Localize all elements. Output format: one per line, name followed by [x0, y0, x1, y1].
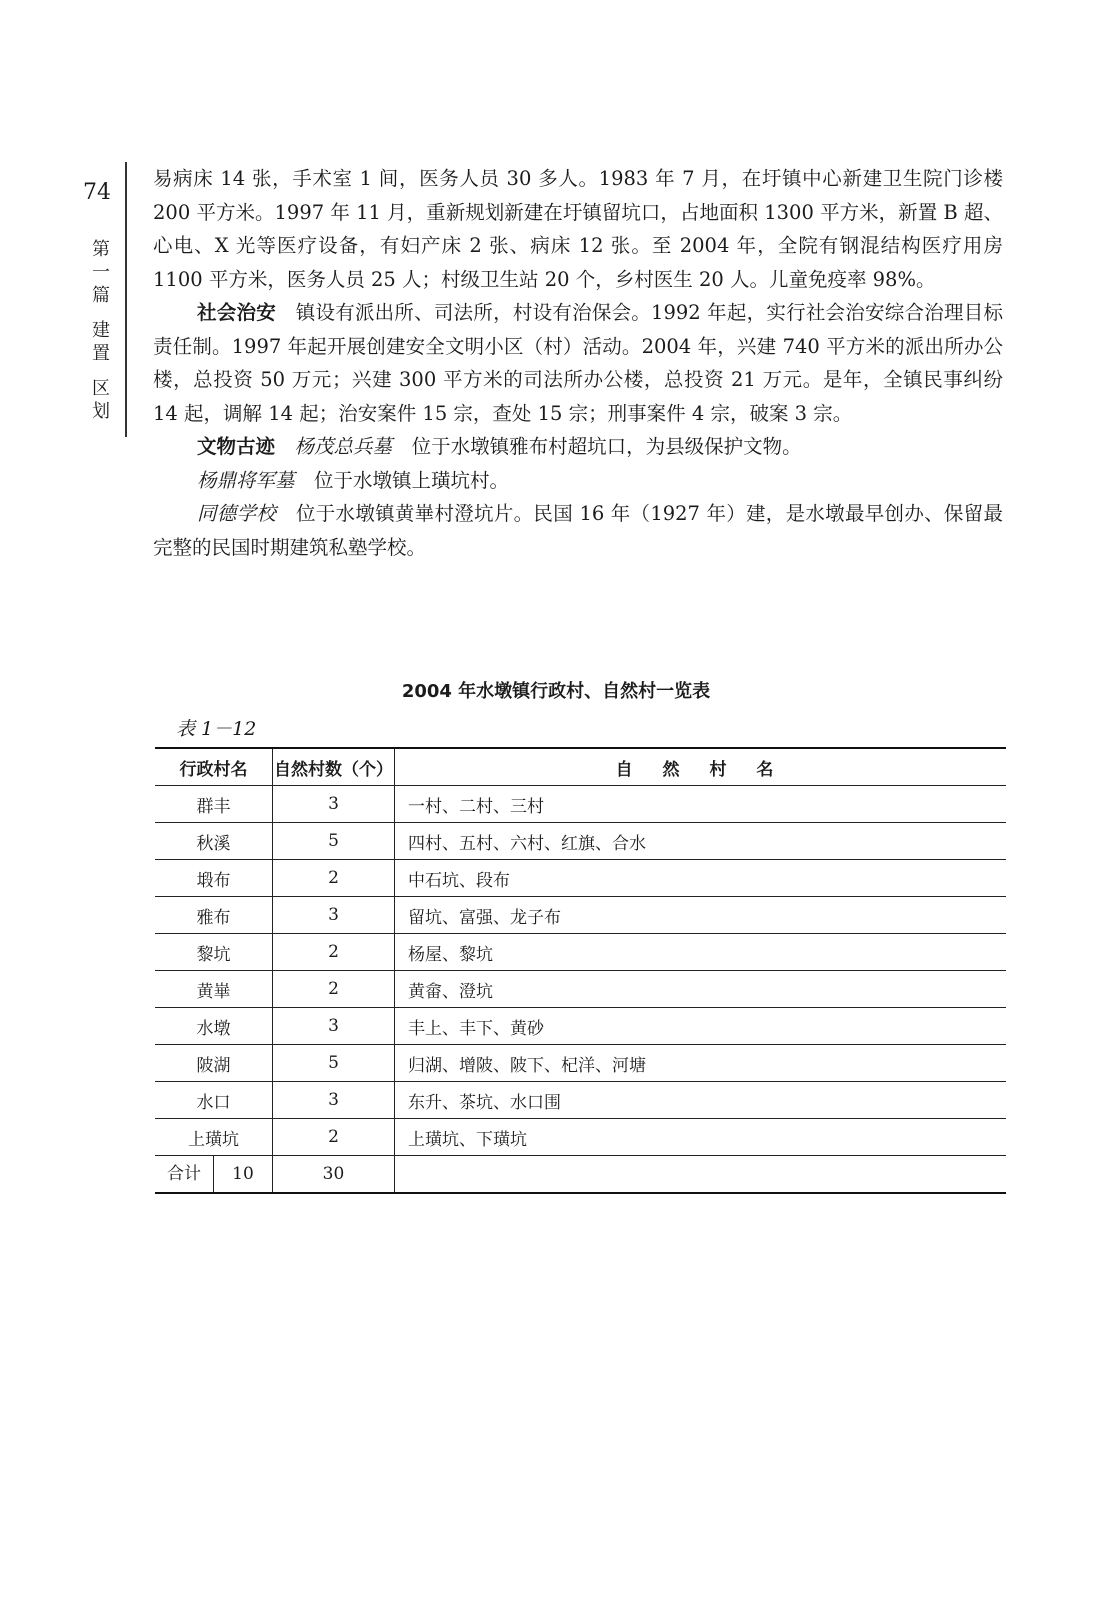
- table-title: 2004 年水墩镇行政村、自然村一览表: [401, 681, 711, 702]
- relic-text: 位于水墩镇上璜坑村。: [314, 468, 510, 492]
- admin-village-cell: 秋溪: [155, 823, 273, 860]
- security-paragraph: [153, 296, 1003, 430]
- village-names-cell: 留坑、富强、龙子布: [395, 897, 1007, 934]
- village-count-cell: 3: [273, 1082, 395, 1119]
- village-count-cell: 2: [273, 971, 395, 1008]
- table-header-row: [155, 748, 1006, 786]
- village-count-cell: 2: [273, 860, 395, 897]
- relics-paragraph: [153, 430, 1003, 464]
- table-row: [155, 786, 1006, 823]
- admin-village-cell: 水口: [155, 1082, 273, 1119]
- security-text: 镇设有派出所、司法所，村设有治保会。1992 年起，实行社会治安综合治理目标责任制。1997 年起开展创建安全文明小区（村）活动。2004 年，兴建 740 平方米的派出所办公楼，总投资 50 万元；兴建 300 平方米的司法所办公楼，总投资 21 万元。是年，全镇民事纠纷 14 起，调解 14 起；治安案件 15 宗，查处 15 宗；刑事案件 4 宗，破案 3 宗。: [153, 301, 1003, 425]
- village-count-cell: 5: [273, 1045, 395, 1082]
- relic-name: 杨鼎将军墓: [197, 468, 295, 492]
- table-row: [155, 1008, 1006, 1045]
- table-row: [155, 1045, 1006, 1082]
- table-row: [155, 860, 1006, 897]
- village-count-cell: 3: [273, 786, 395, 823]
- village-names-cell: 中石坑、段布: [395, 860, 1007, 897]
- village-count-cell: 2: [273, 934, 395, 971]
- village-names-cell: 归湖、增陂、陂下、杞洋、河塘: [395, 1045, 1007, 1082]
- admin-village-cell: 群丰: [155, 786, 273, 823]
- village-count-cell: 3: [273, 1008, 395, 1045]
- total-row: [155, 1156, 1006, 1194]
- table-row: [155, 971, 1006, 1008]
- village-table: [155, 747, 1006, 1194]
- table-row: [155, 1119, 1006, 1156]
- total-admin-count: 10: [232, 1164, 254, 1184]
- village-names-cell: 黄畲、澄坑: [395, 971, 1007, 1008]
- village-names-cell: 一村、二村、三村: [395, 786, 1007, 823]
- table-label: 表 1－12: [176, 718, 257, 740]
- admin-village-cell: 塅布: [155, 860, 273, 897]
- relic-paragraph: [153, 497, 1003, 564]
- relic-text: 位于水墩镇黄崋村澄坑片。民国 16 年（1927 年）建，是水墩最早创办、保留最完整的民国时期建筑私塾学校。: [153, 502, 1003, 559]
- total-cell: [155, 1156, 273, 1194]
- side-title-char: 置: [92, 343, 110, 364]
- table-row: [155, 1082, 1006, 1119]
- village-count-cell: 3: [273, 897, 395, 934]
- side-title-char: 建: [92, 320, 110, 341]
- side-title-char: 篇: [92, 285, 110, 306]
- health-paragraph: 易病床 14 张，手术室 1 间，医务人员 30 多人。1983 年 7 月，在圩镇中心新建卫生院门诊楼 200 平方米。1997 年 11 月，重新规划新建在圩镇留坑口，占地面积 1300 平方米，新置 B 超、心电、X 光等医疗设备，有妇产床 2 张、病床 12 张。至 2004 年，全院有钢混结构医疗用房 1100 平方米，医务人员 25 人；村级卫生站 20 个，乡村医生 20 人。儿童免疫率 98%。: [153, 167, 1003, 291]
- table-row: [155, 823, 1006, 860]
- admin-village-cell: 水墩: [155, 1008, 273, 1045]
- side-title-char: 一: [92, 262, 110, 283]
- admin-village-cell: 黎坑: [155, 934, 273, 971]
- village-names-cell: 四村、五村、六村、红旗、合水: [395, 823, 1007, 860]
- admin-village-cell: 陂湖: [155, 1045, 273, 1082]
- total-label: 合计: [155, 1156, 214, 1192]
- margin-rule: [125, 162, 127, 437]
- table-row: [155, 897, 1006, 934]
- header-village-names: 自 然 村 名: [395, 748, 1007, 786]
- header-village-count: 自然村数（个）: [273, 748, 395, 786]
- admin-village-cell: 上璜坑: [155, 1119, 273, 1156]
- village-names-cell: 丰上、丰下、黄砂: [395, 1008, 1007, 1045]
- total-names-cell: [395, 1156, 1007, 1194]
- body-text: [153, 162, 1003, 564]
- relic-text: 位于水墩镇雅布村超坑口，为县级保护文物。: [411, 435, 802, 458]
- village-count-cell: 5: [273, 823, 395, 860]
- table-row: [155, 934, 1006, 971]
- relic-name: 杨茂总兵墓: [294, 435, 393, 458]
- side-title-char: 划: [92, 401, 110, 422]
- village-count-cell: 2: [273, 1119, 395, 1156]
- relic-name: 同德学校: [197, 502, 277, 525]
- village-names-cell: 上璜坑、下璜坑: [395, 1119, 1007, 1156]
- relic-paragraph: [153, 464, 1003, 498]
- side-title-char: 区: [92, 378, 110, 399]
- header-admin-village: 行政村名: [155, 748, 273, 786]
- section-side-title: [88, 238, 114, 423]
- admin-village-cell: 雅布: [155, 897, 273, 934]
- side-title-char: 第: [92, 239, 110, 260]
- page-number: 74: [83, 180, 111, 205]
- admin-village-cell: 黄崋: [155, 971, 273, 1008]
- total-village-count: 30: [273, 1156, 395, 1194]
- relics-heading: 文物古迹: [197, 435, 276, 458]
- security-heading: 社会治安: [197, 301, 276, 324]
- village-names-cell: 东升、茶坑、水口围: [395, 1082, 1007, 1119]
- village-names-cell: 杨屋、黎坑: [395, 934, 1007, 971]
